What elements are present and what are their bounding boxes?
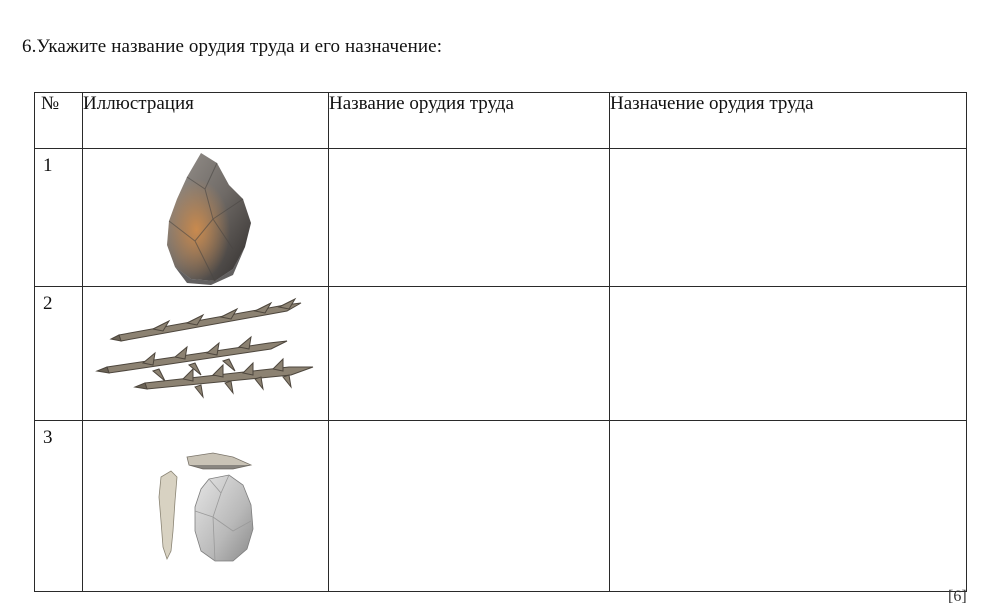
tool-purpose-cell[interactable] (610, 287, 967, 421)
tool-name-cell[interactable] (329, 287, 610, 421)
header-tool-name: Название орудия труда (329, 93, 610, 149)
question-text: 6.Укажите название орудия труда и его назначение: (22, 36, 443, 57)
tool-purpose-cell[interactable] (610, 149, 967, 287)
header-number: № (35, 93, 83, 149)
row-number: 2 (35, 287, 83, 421)
table-row (35, 287, 967, 421)
tools-table (34, 92, 967, 592)
illustration-cell (83, 287, 329, 421)
row-number: 3 (35, 421, 83, 592)
tool-name-cell[interactable] (329, 421, 610, 592)
header-illustration: Иллюстрация (83, 93, 329, 149)
illustration-cell (83, 421, 329, 592)
score-mark: [6] (948, 588, 967, 605)
tool-name-cell[interactable] (329, 149, 610, 287)
row-number: 1 (35, 149, 83, 287)
illustration-cell (83, 149, 329, 287)
table-row (35, 149, 967, 287)
stone-hand-axe-image (83, 149, 329, 287)
tool-purpose-cell[interactable] (610, 421, 967, 592)
table-row (35, 421, 967, 592)
header-tool-purpose: Назначение орудия труда (610, 93, 967, 149)
stone-flakes-and-core-image (83, 421, 329, 592)
table-header-row (35, 93, 967, 149)
bone-harpoons-image (83, 287, 329, 421)
